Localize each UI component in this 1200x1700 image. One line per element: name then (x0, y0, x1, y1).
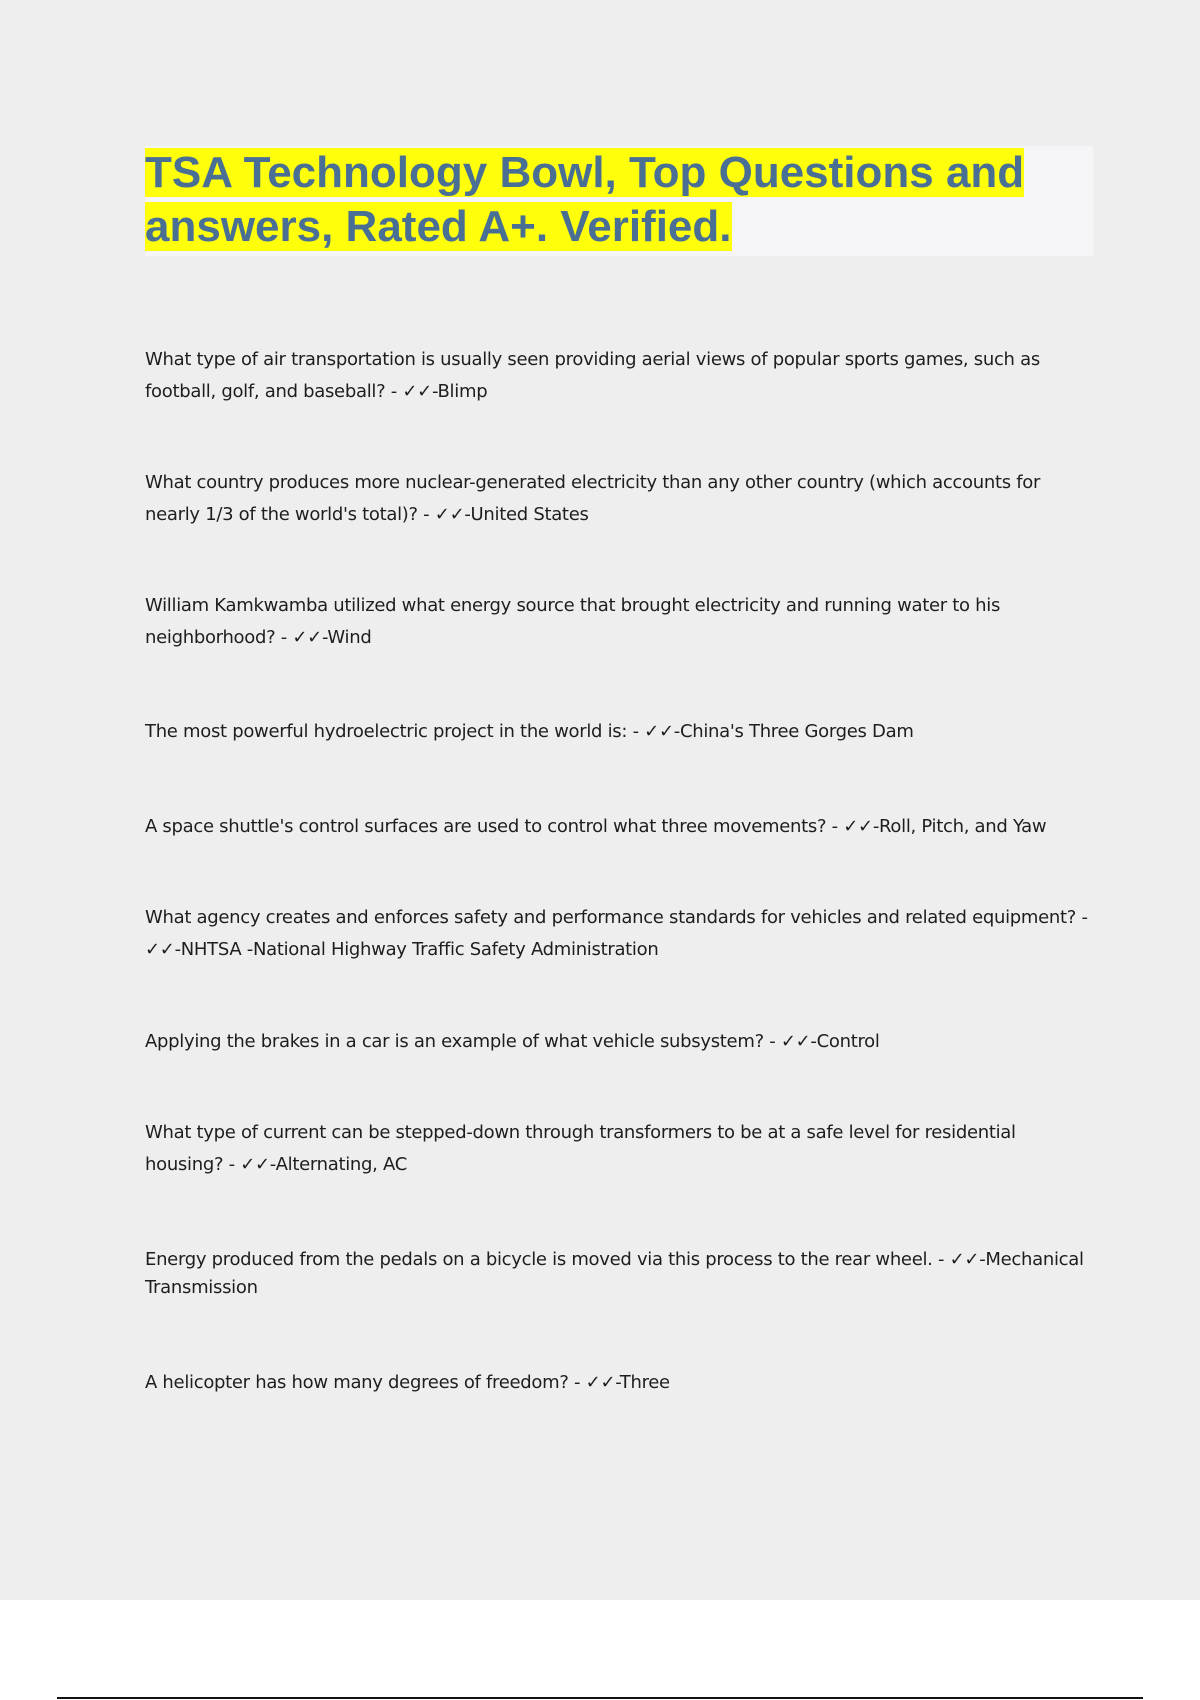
qa-item-3: William Kamkwamba utilized what energy source that brought electricity and running water to his neighborhood? - ✓✓-Wind (145, 595, 1001, 648)
qa-item-4: The most powerful hydroelectric project in the world is: - ✓✓-China's Three Gorges Dam (145, 721, 914, 742)
qa-item-10: A helicopter has how many degrees of freedom? - ✓✓-Three (145, 1372, 670, 1393)
document-title (145, 146, 1045, 254)
bottom-rule (57, 1697, 1143, 1699)
qa-item-6: What agency creates and enforces safety and performance standards for vehicles and related equipment? - ✓✓-NHTSA -National Highway Traffic Safety Administration (145, 907, 1088, 960)
qa-item-9: Energy produced from the pedals on a bicycle is moved via this process to the rear wheel. - ✓✓-Mechanical Transmission (145, 1249, 1084, 1298)
qa-item-5: A space shuttle's control surfaces are used to control what three movements? - ✓✓-Roll, Pitch, and Yaw (145, 816, 1047, 837)
qa-item-7: Applying the brakes in a car is an example of what vehicle subsystem? - ✓✓-Control (145, 1031, 880, 1052)
qa-item-8: What type of current can be stepped-down through transformers to be at a safe level for residential housing? - ✓✓-Alternating, AC (145, 1122, 1016, 1175)
qa-item-1: What type of air transportation is usually seen providing aerial views of popular sports games, such as football, golf, and baseball? - ✓✓-Blimp (145, 349, 1040, 402)
qa-item-2: What country produces more nuclear-generated electricity than any other country (which accounts for nearly 1/3 of the world's total)? - ✓✓-United States (145, 472, 1041, 525)
title-highlight: TSA Technology Bowl, Top Questions and answers, Rated A+. Verified. (145, 148, 1025, 251)
